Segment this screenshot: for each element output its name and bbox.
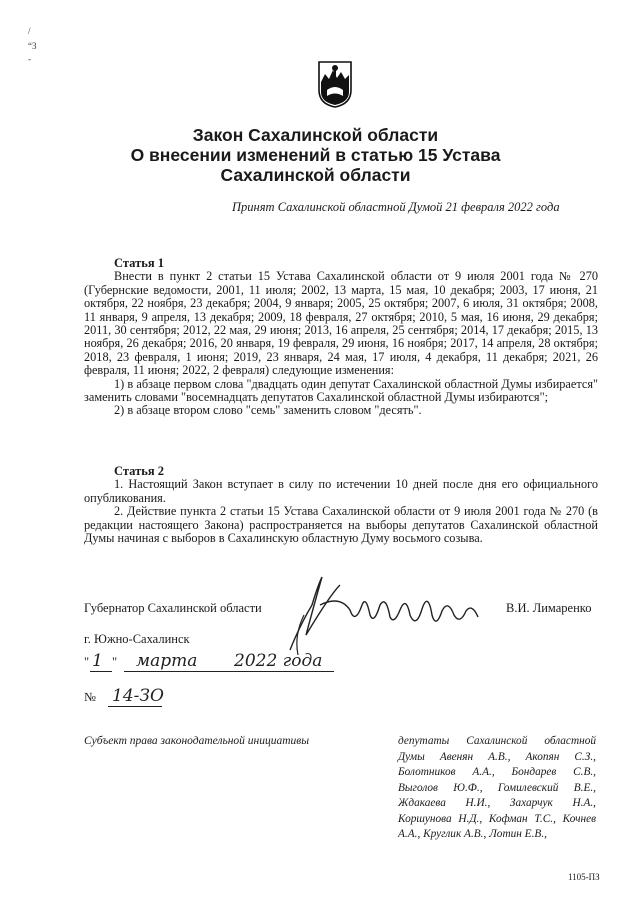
date-month: марта [136,651,198,671]
article-2-item-2: 2. Действие пункта 2 статьи 15 Устава Сахалинской области от 9 июля 2001 года № 270 (в редакции настоящего Закона) распространяется на выборы депутатов Сахалинской областной Думы начиная с выборов в Сахалинскую областную Думу восьмого созыва. [84,504,598,546]
margin-mark: - [28,54,31,64]
coat-of-arms-emblem [317,60,353,108]
article-1-item-2: 2) в абзаце втором слово "семь" заменить словом "десять". [114,403,422,418]
deputies-list: депутаты Сахалинской областной Думы Авенян А.В., Акопян С.З., Болотников А.А., Бондарев С.В., Выголов Ю.Ф., Гомилевский В.Е., Ждакаева Н.И., Захарчук Н.А., Коршунова Н.Д., Кофман Т.С., Кочнев А.А., Круглик А.В., Лотин Е.В., [398,735,596,840]
margin-marks [28,26,37,65]
number-label: № [84,690,96,704]
article-1-item-1: 1) в абзаце первом слова "двадцать один депутат Сахалинской областной Думы избирается" заменить словами "восемнадцать депутатов Сахалинской областной Думы избираются"; [84,376,598,405]
article-2-heading: Статья 2 [114,464,164,478]
number-value: 14-ЗО [112,686,164,706]
document-title [0,125,631,185]
title-line: Сахалинской области [220,165,411,185]
governor-position: Губернатор Сахалинской области [84,601,262,615]
article-2 [84,465,598,545]
margin-mark: “3 [28,41,37,51]
article-1-heading: Статья 1 [114,256,164,270]
adopted-line: Принят Сахалинской областной Думой 21 февраля 2022 года [232,200,560,214]
governor-name: В.И. Лимаренко [506,601,592,615]
margin-mark: / [28,26,31,36]
date-day: 1 [92,651,103,671]
title-line: Закон Сахалинской области [192,125,439,145]
city: г. Южно-Сахалинск [84,632,190,646]
form-code: 1105-ПЗ [568,872,600,882]
article-2-item-1: 1. Настоящий Закон вступает в силу по истечении 10 дней после дня его официального опубликования. [84,477,598,505]
article-1 [84,257,598,418]
law-number [84,686,204,710]
date-year: 2022 года [234,651,323,671]
handwritten-signature [270,565,495,665]
title-line: О внесении изменений в статью 15 Устава [130,145,501,165]
signing-date: " 1 " марта 2022 года [84,651,384,677]
initiative-label: Субъект права законодательной инициативы [84,735,310,747]
article-1-intro: Внести в пункт 2 статьи 15 Устава Сахалинской области от 9 июля 2001 года № 270 (Губернские ведомости, 2001, 11 июля; 2002, 13 марта, 15 мая, 10 декабря; 2003, 17 июня, 21 октября, 22 ноября, 23 декабря; 2004, 9 января; 2005, 25 октября; 2007, 6 июля, 31 октября; 2008, 11 января, 9 апреля, 13 декабря; 2009, 18 февраля, 27 октября; 2010, 5 мая, 16 июня, 29 декабря; 2011, 30 сентября; 2012, 22 мая, 29 июня; 2013, 16 апреля, 25 сентября; 2014, 17 декабря; 2015, 13 ноября, 26 декабря; 2016, 20 января, 19 февраля, 29 июня, 16 ноября; 2017, 14 апреля, 28 октября; 2018, 23 февраля, 1 июня; 2019, 23 января, 24 мая, 17 июля, 4 декабря, 11 декабря; 2021, 26 февраля, 11 июня; 2022, 2 февраля) следующие изменения: [84,269,598,378]
